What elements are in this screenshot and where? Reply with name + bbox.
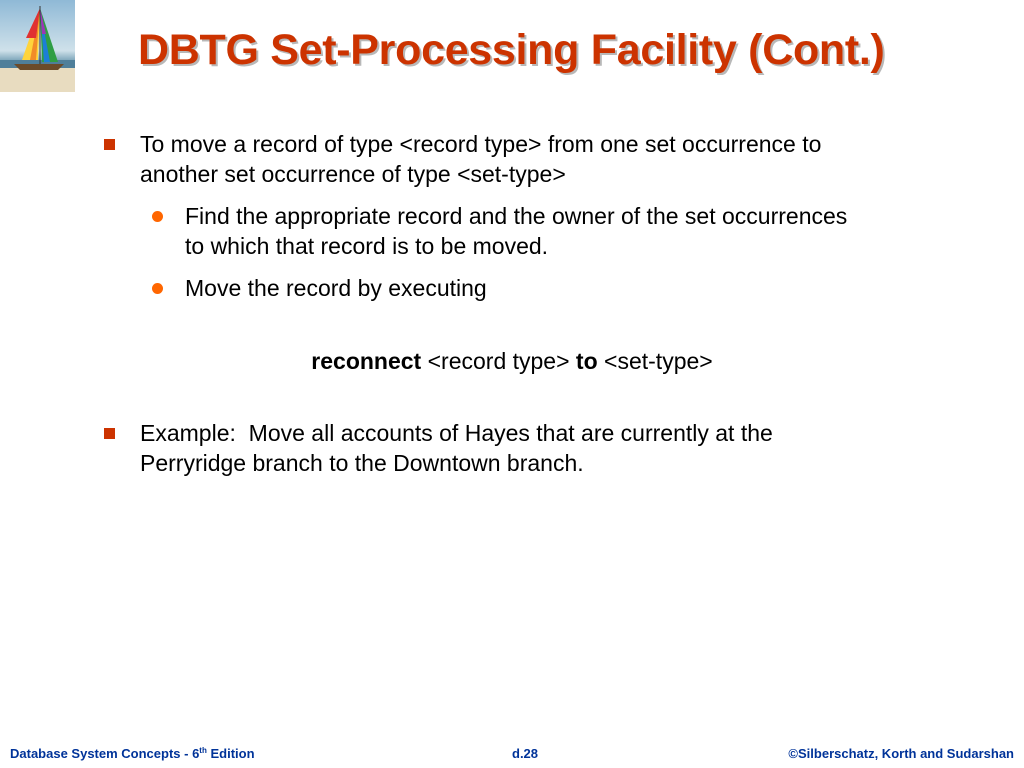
sub-bullet-line: Find the appropriate record and the owner of the set occurrences [185, 203, 848, 229]
square-bullet-icon [104, 428, 115, 439]
footer-copyright: ©Silberschatz, Korth and Sudarshan [788, 746, 1014, 761]
round-bullet-icon [152, 211, 163, 222]
bullet-line: another set occurrence of type <set-type> [140, 161, 566, 187]
bullet-line: Perryridge branch to the Downtown branch. [140, 450, 584, 476]
footer-book-title-prefix: Database System Concepts - 6 [10, 746, 200, 761]
command-keyword-to: to [575, 348, 598, 374]
slide-title: DBTG Set-Processing Facility (Cont.) [138, 26, 885, 74]
command-arg-set-type: <set-type> [597, 348, 713, 374]
sub-bullet-line: to which that record is to be moved. [185, 233, 549, 259]
bullet-line: To move a record of type <record type> from one set occurrence to [140, 131, 822, 157]
sub-bullet-text [185, 201, 945, 261]
footer-book-title-suffix: Edition [206, 746, 255, 761]
round-bullet-icon [152, 283, 163, 294]
bullet-text [140, 129, 940, 189]
sub-bullet-line: Move the record by executing [185, 275, 487, 301]
bullet-text [140, 418, 940, 478]
sub-bullet-text [185, 273, 945, 303]
sailboat-logo [0, 0, 75, 92]
footer-edition-superscript: th [199, 746, 207, 755]
footer-slide-number: d.28 [512, 746, 539, 761]
command-keyword-reconnect: reconnect [311, 348, 422, 374]
square-bullet-icon [104, 139, 115, 150]
bullet-line: Example: Move all accounts of Hayes that are currently at the [140, 420, 773, 446]
footer-book-title [10, 745, 255, 763]
command-example [0, 346, 1024, 376]
command-arg-record-type: <record type> [421, 348, 576, 374]
